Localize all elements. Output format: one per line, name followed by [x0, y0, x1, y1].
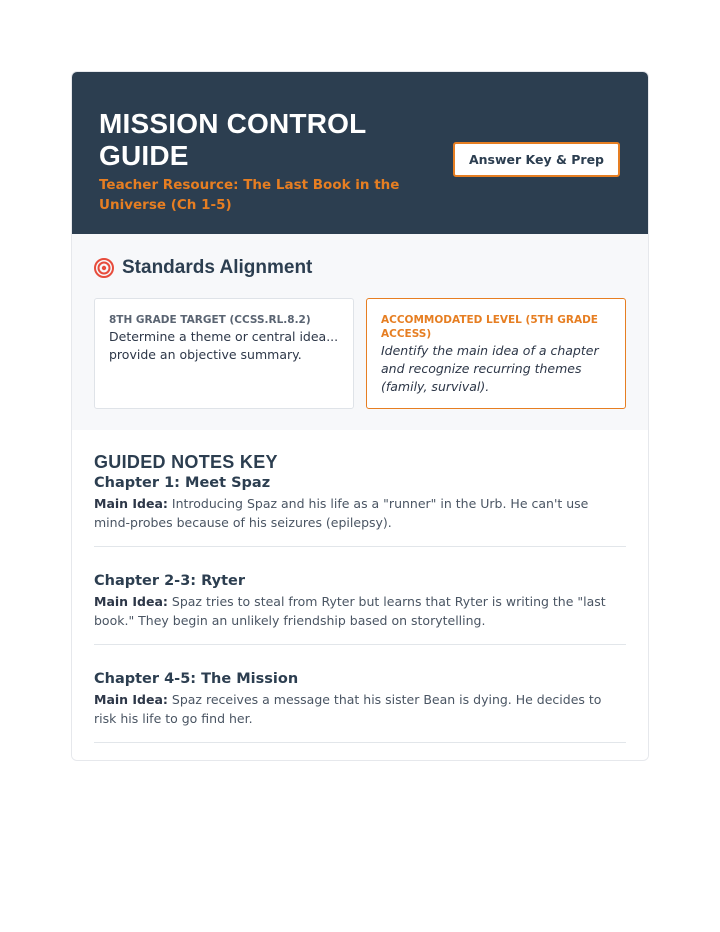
standards-title: Standards Alignment	[122, 257, 313, 278]
chapter-entry	[94, 571, 626, 645]
guided-notes-section	[72, 430, 648, 760]
answer-key-button[interactable]: Answer Key & Prep	[453, 142, 620, 177]
standard-text: Identify the main idea of a chapter and recognize recurring themes (family, survival).	[381, 343, 599, 394]
chapter-entry	[94, 669, 626, 743]
chapter-main-idea	[94, 592, 626, 630]
chapter-title: Chapter 4-5: The Mission	[94, 671, 299, 687]
standard-box-accommodated	[366, 298, 626, 409]
standard-box-target	[94, 298, 354, 409]
main-idea-label: Main Idea:	[94, 692, 168, 707]
chapter-title: Chapter 1: Meet Spaz	[94, 475, 271, 491]
page-subtitle: Teacher Resource: The Last Book in the Universe (Ch 1-5)	[99, 177, 400, 213]
guide-card	[71, 71, 649, 761]
target-icon	[94, 258, 114, 278]
guided-notes-title: GUIDED NOTES KEY	[94, 452, 278, 472]
main-idea-label: Main Idea:	[94, 594, 168, 609]
main-idea-text: Spaz receives a message that his sister Bean is dying. He decides to risk his life to go find her.	[94, 692, 602, 726]
main-idea-label: Main Idea:	[94, 496, 168, 511]
page-title: MISSION CONTROL GUIDE	[99, 108, 366, 171]
chapter-entry	[94, 473, 626, 547]
standards-boxes	[94, 298, 626, 409]
main-idea-text: Introducing Spaz and his life as a "runner" in the Urb. He can't use mind-probes because of his seizures (epilepsy).	[94, 496, 589, 530]
standards-heading	[94, 254, 626, 282]
chapter-main-idea	[94, 494, 626, 532]
chapter-main-idea	[94, 690, 626, 728]
standard-label: ACCOMMODATED LEVEL (5TH GRADE ACCESS)	[381, 314, 598, 340]
standard-text: Determine a theme or central idea... provide an objective summary.	[109, 329, 339, 362]
main-idea-text: Spaz tries to steal from Ryter but learns that Ryter is writing the "last book." They begin an unlikely friendship based on storytelling.	[94, 594, 606, 628]
standard-label: 8TH GRADE TARGET (CCSS.RL.8.2)	[109, 314, 311, 326]
standards-section	[72, 234, 648, 430]
guide-header	[72, 72, 648, 234]
chapter-title: Chapter 2-3: Ryter	[94, 573, 246, 589]
